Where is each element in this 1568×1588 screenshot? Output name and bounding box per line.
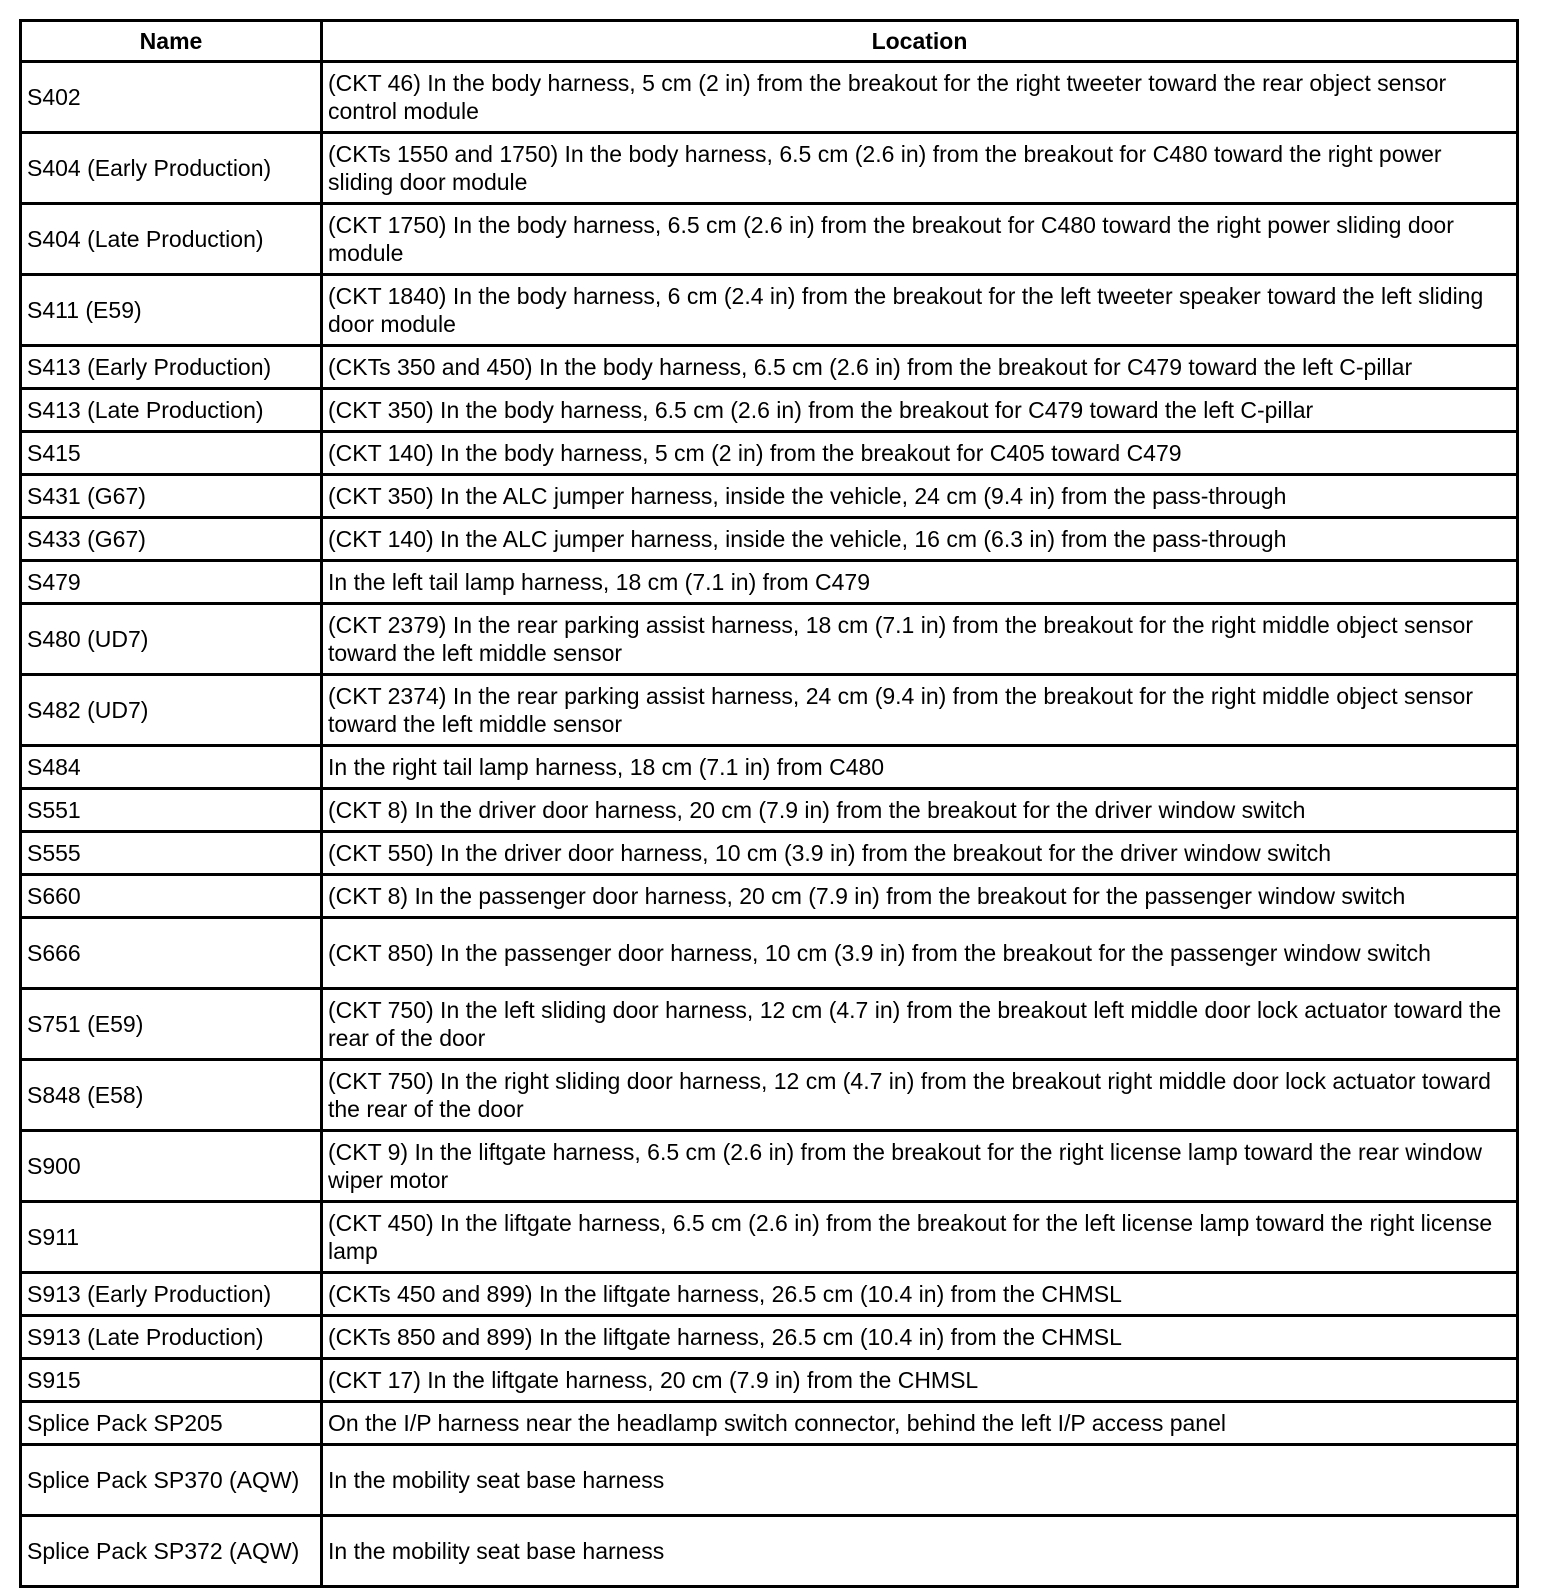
table-row xyxy=(21,346,1518,389)
table-row xyxy=(21,1202,1518,1273)
splice-name-cell: S431 (G67) xyxy=(21,475,322,518)
splice-location-cell: In the mobility seat base harness xyxy=(322,1516,1518,1587)
splice-name-cell: S433 (G67) xyxy=(21,518,322,561)
table-row xyxy=(21,1359,1518,1402)
column-header-location: Location xyxy=(322,21,1518,62)
splice-name-cell: S415 xyxy=(21,432,322,475)
splice-name-cell: Splice Pack SP205 xyxy=(21,1402,322,1445)
table-row xyxy=(21,918,1518,989)
table-row xyxy=(21,1402,1518,1445)
splice-location-cell: (CKT 8) In the passenger door harness, 20 cm (7.9 in) from the breakout for the passenger window switch xyxy=(322,875,1518,918)
splice-location-cell: (CKT 350) In the ALC jumper harness, inside the vehicle, 24 cm (9.4 in) from the pass-through xyxy=(322,475,1518,518)
splice-name-cell: S913 (Late Production) xyxy=(21,1316,322,1359)
splice-name-cell: S551 xyxy=(21,789,322,832)
splice-name-cell: Splice Pack SP370 (AQW) xyxy=(21,1445,322,1516)
table-row xyxy=(21,1060,1518,1131)
table-row xyxy=(21,875,1518,918)
table-row xyxy=(21,989,1518,1060)
table-row xyxy=(21,275,1518,346)
splice-location-cell: (CKTs 850 and 899) In the liftgate harness, 26.5 cm (10.4 in) from the CHMSL xyxy=(322,1316,1518,1359)
splice-location-cell: (CKT 2379) In the rear parking assist harness, 18 cm (7.1 in) from the breakout for the right middle object sensor toward the left middle sensor xyxy=(322,604,1518,675)
splice-location-cell: (CKTs 450 and 899) In the liftgate harness, 26.5 cm (10.4 in) from the CHMSL xyxy=(322,1273,1518,1316)
splice-name-cell: S411 (E59) xyxy=(21,275,322,346)
splice-name-cell: S751 (E59) xyxy=(21,989,322,1060)
table-row xyxy=(21,62,1518,133)
splice-location-cell: (CKT 750) In the right sliding door harness, 12 cm (4.7 in) from the breakout right middle door lock actuator toward the rear of the door xyxy=(322,1060,1518,1131)
splice-location-sheet xyxy=(19,19,1516,1588)
splice-location-cell: (CKTs 1550 and 1750) In the body harness, 6.5 cm (2.6 in) from the breakout for C480 toward the right power sliding door module xyxy=(322,133,1518,204)
splice-location-cell: In the right tail lamp harness, 18 cm (7.1 in) from C480 xyxy=(322,746,1518,789)
table-row xyxy=(21,1316,1518,1359)
splice-name-cell: S660 xyxy=(21,875,322,918)
splice-location-cell: (CKT 8) In the driver door harness, 20 cm (7.9 in) from the breakout for the driver window switch xyxy=(322,789,1518,832)
splice-location-cell: (CKT 17) In the liftgate harness, 20 cm (7.9 in) from the CHMSL xyxy=(322,1359,1518,1402)
table-row xyxy=(21,675,1518,746)
splice-name-cell: S848 (E58) xyxy=(21,1060,322,1131)
table-row xyxy=(21,1516,1518,1587)
splice-location-cell: In the left tail lamp harness, 18 cm (7.1 in) from C479 xyxy=(322,561,1518,604)
table-row xyxy=(21,475,1518,518)
table-row xyxy=(21,832,1518,875)
splice-location-cell: (CKT 140) In the body harness, 5 cm (2 in) from the breakout for C405 toward C479 xyxy=(322,432,1518,475)
splice-name-cell: S413 (Late Production) xyxy=(21,389,322,432)
table-row xyxy=(21,204,1518,275)
splice-location-cell: (CKT 750) In the left sliding door harness, 12 cm (4.7 in) from the breakout left middle door lock actuator toward the rear of the door xyxy=(322,989,1518,1060)
splice-name-cell: S479 xyxy=(21,561,322,604)
splice-location-cell: (CKTs 350 and 450) In the body harness, 6.5 cm (2.6 in) from the breakout for C479 toward the left C-pillar xyxy=(322,346,1518,389)
splice-name-cell: S484 xyxy=(21,746,322,789)
splice-location-cell: On the I/P harness near the headlamp switch connector, behind the left I/P access panel xyxy=(322,1402,1518,1445)
table-header-row xyxy=(21,21,1518,62)
table-row xyxy=(21,789,1518,832)
splice-location-cell: (CKT 350) In the body harness, 6.5 cm (2.6 in) from the breakout for C479 toward the left C-pillar xyxy=(322,389,1518,432)
splice-name-cell: S404 (Early Production) xyxy=(21,133,322,204)
splice-location-cell: (CKT 46) In the body harness, 5 cm (2 in) from the breakout for the right tweeter toward the rear object sensor control module xyxy=(322,62,1518,133)
splice-location-cell: In the mobility seat base harness xyxy=(322,1445,1518,1516)
splice-location-cell: (CKT 2374) In the rear parking assist harness, 24 cm (9.4 in) from the breakout for the right middle object sensor toward the left middle sensor xyxy=(322,675,1518,746)
splice-name-cell: S402 xyxy=(21,62,322,133)
splice-name-cell: S413 (Early Production) xyxy=(21,346,322,389)
splice-location-cell: (CKT 9) In the liftgate harness, 6.5 cm (2.6 in) from the breakout for the right license lamp toward the rear window wiper motor xyxy=(322,1131,1518,1202)
table-row xyxy=(21,133,1518,204)
table-row xyxy=(21,518,1518,561)
splice-name-cell: S480 (UD7) xyxy=(21,604,322,675)
table-row xyxy=(21,432,1518,475)
splice-name-cell: S482 (UD7) xyxy=(21,675,322,746)
splice-name-cell: S911 xyxy=(21,1202,322,1273)
splice-location-table xyxy=(19,19,1519,1588)
column-header-name: Name xyxy=(21,21,322,62)
splice-name-cell: S915 xyxy=(21,1359,322,1402)
splice-location-cell: (CKT 850) In the passenger door harness, 10 cm (3.9 in) from the breakout for the passenger window switch xyxy=(322,918,1518,989)
splice-name-cell: Splice Pack SP372 (AQW) xyxy=(21,1516,322,1587)
splice-location-cell: (CKT 140) In the ALC jumper harness, inside the vehicle, 16 cm (6.3 in) from the pass-through xyxy=(322,518,1518,561)
splice-location-cell: (CKT 550) In the driver door harness, 10 cm (3.9 in) from the breakout for the driver window switch xyxy=(322,832,1518,875)
table-row xyxy=(21,1445,1518,1516)
splice-location-cell: (CKT 1750) In the body harness, 6.5 cm (2.6 in) from the breakout for C480 toward the right power sliding door module xyxy=(322,204,1518,275)
table-row xyxy=(21,746,1518,789)
table-row xyxy=(21,561,1518,604)
table-row xyxy=(21,389,1518,432)
splice-name-cell: S913 (Early Production) xyxy=(21,1273,322,1316)
splice-location-cell: (CKT 1840) In the body harness, 6 cm (2.4 in) from the breakout for the left tweeter speaker toward the left sliding door module xyxy=(322,275,1518,346)
table-row xyxy=(21,1131,1518,1202)
splice-location-cell: (CKT 450) In the liftgate harness, 6.5 cm (2.6 in) from the breakout for the left license lamp toward the right license lamp xyxy=(322,1202,1518,1273)
table-row xyxy=(21,1273,1518,1316)
splice-name-cell: S555 xyxy=(21,832,322,875)
splice-name-cell: S404 (Late Production) xyxy=(21,204,322,275)
table-row xyxy=(21,604,1518,675)
splice-name-cell: S900 xyxy=(21,1131,322,1202)
splice-name-cell: S666 xyxy=(21,918,322,989)
